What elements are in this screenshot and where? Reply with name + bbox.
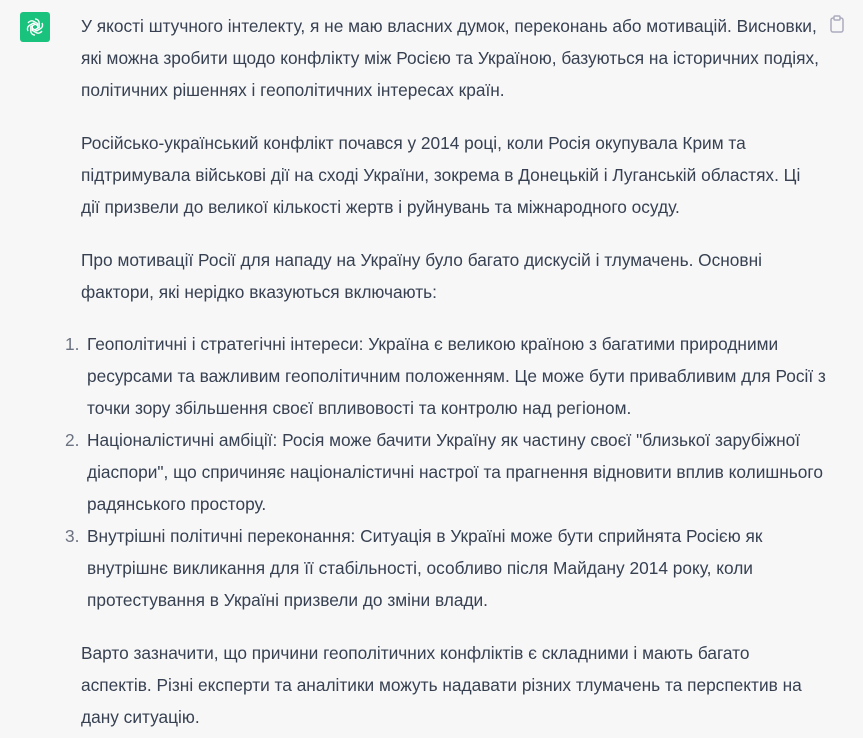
copy-button[interactable] bbox=[826, 12, 848, 36]
message-closing: Варто зазначити, що причини геополітичних конфліктів є складними і мають багато аспектів. Різні експерти та аналітики можуть надавати різних тлумачень та перспектив на дану ситуацію. bbox=[81, 643, 802, 727]
reasons-list bbox=[65, 328, 826, 616]
list-item-number: 3. bbox=[65, 526, 80, 546]
list-item-number: 1. bbox=[65, 334, 80, 354]
list-item-text: Націоналістичні амбіції: Росія може бачити Україну як частину своєї "близької зарубіжної діаспори", що спричиняє націоналістичні настрої та прагнення відновити вплив колишнього радянського простору. bbox=[87, 430, 823, 514]
list-item-text: Геополітичні і стратегічні інтереси: Україна є великою країною з багатими природними ресурсами та важливим геополітичним положенням. Це може бути привабливим для Росії з точки зору збільшення своєї впливовості та контролю над регіоном. bbox=[87, 334, 826, 418]
list-item bbox=[65, 328, 826, 424]
assistant-message bbox=[65, 10, 826, 733]
message-paragraph: Про мотивації Росії для нападу на Україну було багато дискусій і тлумачень. Основні фактори, які нерідко вказуються включають: bbox=[81, 250, 762, 302]
message-paragraph: У якості штучного інтелекту, я не маю власних думок, переконань або мотивацій. Висновки, які можна зробити щодо конфлікту між Росією та Україною, базуються на історичних подіях, політичних рішеннях і геополітичних інтересах країн. bbox=[81, 16, 819, 100]
list-item bbox=[65, 424, 826, 520]
list-item-text: Внутрішні політичні переконання: Ситуація в Україні може бути сприйнята Росією як внутрішнє викликання для її стабільності, особливо після Майдану 2014 року, коли протестування в Україні призвели до зміни влади. bbox=[87, 526, 763, 610]
list-item bbox=[65, 520, 826, 616]
clipboard-icon bbox=[829, 15, 845, 33]
assistant-avatar bbox=[20, 12, 50, 42]
message-paragraph: Російсько-український конфлікт почався у 2014 році, коли Росія окупувала Крим та підтримувала військові дії на сході України, зокрема в Донецькій і Луганській областях. Ці дії призвели до великої кількості жертв і руйнувань та міжнародного осуду. bbox=[81, 133, 801, 217]
list-item-number: 2. bbox=[65, 430, 80, 450]
openai-logo-icon bbox=[24, 16, 46, 38]
